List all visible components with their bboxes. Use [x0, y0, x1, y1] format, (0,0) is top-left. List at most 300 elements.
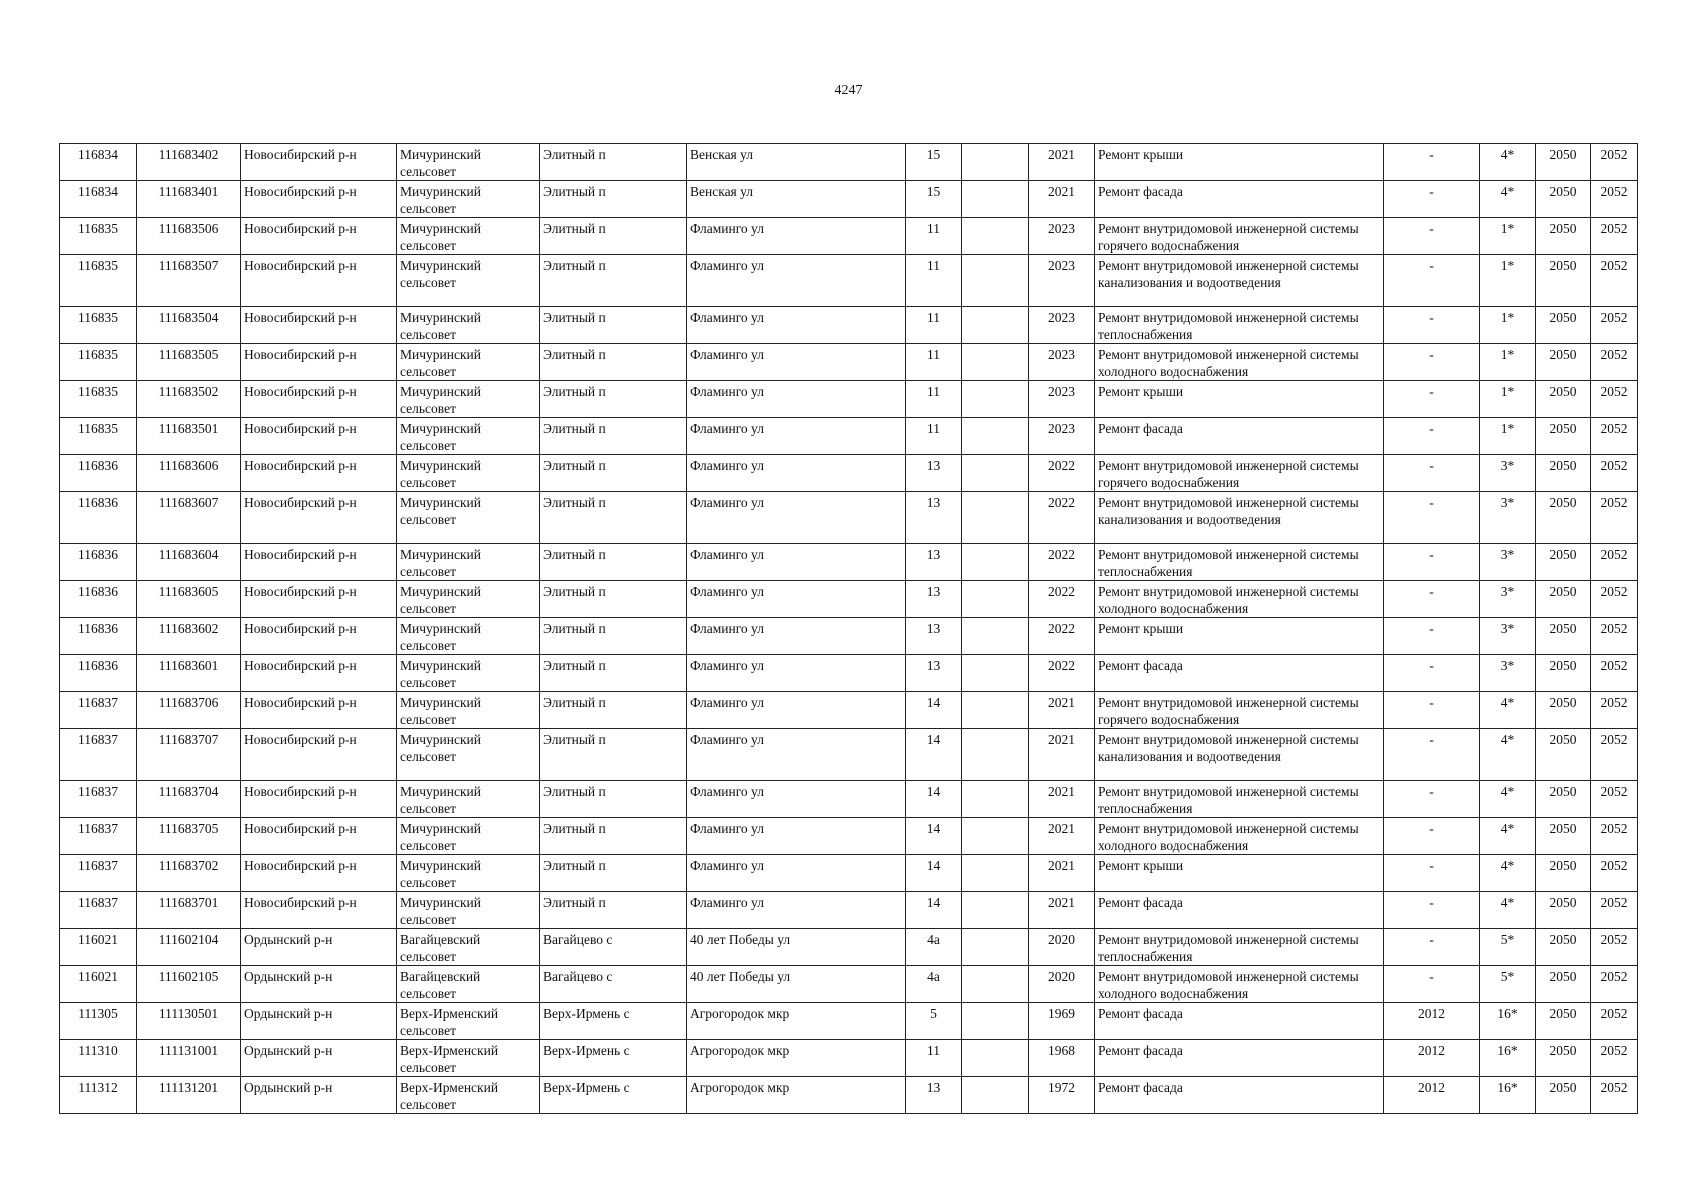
cell-group: 4*: [1480, 144, 1536, 181]
cell-work-code: 111683505: [137, 344, 241, 381]
cell-house: 11: [906, 1040, 962, 1077]
cell-year: 2021: [1029, 855, 1095, 892]
cell-council: Мичуринский сельсовет: [397, 455, 540, 492]
cell-previous-repair: 2012: [1384, 1003, 1480, 1040]
cell-settlement: Верх-Ирмень с: [540, 1077, 687, 1114]
cell-house: 13: [906, 544, 962, 581]
cell-work-code: 111683506: [137, 218, 241, 255]
cell-period-end: 2052: [1591, 1077, 1638, 1114]
cell-group: 1*: [1480, 381, 1536, 418]
cell-house: 14: [906, 781, 962, 818]
cell-street: Агрогородок мкр: [687, 1077, 906, 1114]
cell-street: Фламинго ул: [687, 655, 906, 692]
cell-previous-repair: -: [1384, 181, 1480, 218]
cell-period-end: 2052: [1591, 618, 1638, 655]
cell-work-type: Ремонт внутридомовой инженерной системы холодного водоснабжения: [1095, 818, 1384, 855]
cell-settlement: Элитный п: [540, 544, 687, 581]
cell-object-id: 116021: [60, 966, 137, 1003]
cell-settlement: Элитный п: [540, 855, 687, 892]
cell-settlement: Верх-Ирмень с: [540, 1040, 687, 1077]
cell-work-code: 111683504: [137, 307, 241, 344]
cell-street: Фламинго ул: [687, 381, 906, 418]
cell-object-id: 116836: [60, 581, 137, 618]
cell-previous-repair: -: [1384, 255, 1480, 307]
cell-year: 2021: [1029, 692, 1095, 729]
cell-work-code: 111683702: [137, 855, 241, 892]
cell-period-start: 2050: [1536, 781, 1591, 818]
cell-council: Мичуринский сельсовет: [397, 418, 540, 455]
cell-council: Мичуринский сельсовет: [397, 255, 540, 307]
cell-work-type: Ремонт фасада: [1095, 892, 1384, 929]
cell-work-code: 111683602: [137, 618, 241, 655]
cell-previous-repair: -: [1384, 455, 1480, 492]
cell-period-end: 2052: [1591, 255, 1638, 307]
cell-district: Новосибирский р-н: [241, 255, 397, 307]
cell-district: Ордынский р-н: [241, 1040, 397, 1077]
cell-previous-repair: -: [1384, 307, 1480, 344]
cell-group: 5*: [1480, 929, 1536, 966]
cell-year: 2023: [1029, 418, 1095, 455]
cell-group: 1*: [1480, 418, 1536, 455]
cell-group: 16*: [1480, 1077, 1536, 1114]
cell-building: [962, 581, 1029, 618]
cell-object-id: 111312: [60, 1077, 137, 1114]
cell-house: 14: [906, 692, 962, 729]
cell-group: 3*: [1480, 544, 1536, 581]
cell-work-type: Ремонт внутридомовой инженерной системы теплоснабжения: [1095, 307, 1384, 344]
cell-object-id: 116834: [60, 181, 137, 218]
cell-group: 1*: [1480, 307, 1536, 344]
table-row: [60, 729, 1638, 781]
table-row: [60, 218, 1638, 255]
cell-work-code: 111683607: [137, 492, 241, 544]
cell-previous-repair: -: [1384, 892, 1480, 929]
cell-object-id: 116835: [60, 381, 137, 418]
cell-work-type: Ремонт фасада: [1095, 1003, 1384, 1040]
cell-year: 2021: [1029, 729, 1095, 781]
cell-object-id: 116837: [60, 729, 137, 781]
cell-previous-repair: -: [1384, 855, 1480, 892]
cell-work-code: 111683604: [137, 544, 241, 581]
cell-council: Мичуринский сельсовет: [397, 781, 540, 818]
table-row: [60, 929, 1638, 966]
cell-work-type: Ремонт внутридомовой инженерной системы холодного водоснабжения: [1095, 966, 1384, 1003]
cell-house: 11: [906, 344, 962, 381]
cell-house: 11: [906, 218, 962, 255]
cell-building: [962, 1077, 1029, 1114]
cell-work-code: 111683704: [137, 781, 241, 818]
cell-house: 11: [906, 418, 962, 455]
cell-object-id: 116835: [60, 307, 137, 344]
cell-period-start: 2050: [1536, 855, 1591, 892]
cell-district: Новосибирский р-н: [241, 892, 397, 929]
table-row: [60, 381, 1638, 418]
table-row: [60, 492, 1638, 544]
cell-house: 4а: [906, 966, 962, 1003]
cell-district: Новосибирский р-н: [241, 618, 397, 655]
cell-previous-repair: -: [1384, 929, 1480, 966]
cell-council: Мичуринский сельсовет: [397, 729, 540, 781]
cell-year: 2022: [1029, 581, 1095, 618]
cell-building: [962, 729, 1029, 781]
cell-building: [962, 218, 1029, 255]
cell-street: Фламинго ул: [687, 255, 906, 307]
cell-year: 2021: [1029, 181, 1095, 218]
cell-district: Новосибирский р-н: [241, 729, 397, 781]
cell-settlement: Элитный п: [540, 307, 687, 344]
cell-work-code: 111683705: [137, 818, 241, 855]
cell-council: Мичуринский сельсовет: [397, 307, 540, 344]
cell-previous-repair: -: [1384, 544, 1480, 581]
cell-period-start: 2050: [1536, 892, 1591, 929]
cell-settlement: Вагайцево с: [540, 929, 687, 966]
cell-object-id: 116837: [60, 855, 137, 892]
cell-council: Верх-Ирменский сельсовет: [397, 1077, 540, 1114]
cell-settlement: Элитный п: [540, 892, 687, 929]
cell-period-end: 2052: [1591, 492, 1638, 544]
cell-period-end: 2052: [1591, 692, 1638, 729]
cell-period-end: 2052: [1591, 929, 1638, 966]
cell-work-type: Ремонт фасада: [1095, 181, 1384, 218]
cell-previous-repair: 2012: [1384, 1040, 1480, 1077]
table-row: [60, 818, 1638, 855]
cell-work-type: Ремонт внутридомовой инженерной системы горячего водоснабжения: [1095, 455, 1384, 492]
cell-district: Ордынский р-н: [241, 966, 397, 1003]
cell-period-start: 2050: [1536, 255, 1591, 307]
cell-period-start: 2050: [1536, 492, 1591, 544]
cell-work-code: 111602104: [137, 929, 241, 966]
cell-district: Новосибирский р-н: [241, 655, 397, 692]
cell-period-start: 2050: [1536, 144, 1591, 181]
cell-previous-repair: -: [1384, 729, 1480, 781]
cell-street: Фламинго ул: [687, 818, 906, 855]
cell-settlement: Элитный п: [540, 218, 687, 255]
cell-period-end: 2052: [1591, 781, 1638, 818]
cell-house: 13: [906, 1077, 962, 1114]
cell-group: 3*: [1480, 455, 1536, 492]
cell-work-code: 111683605: [137, 581, 241, 618]
table-row: [60, 344, 1638, 381]
cell-work-type: Ремонт внутридомовой инженерной системы теплоснабжения: [1095, 544, 1384, 581]
cell-object-id: 116836: [60, 618, 137, 655]
cell-district: Новосибирский р-н: [241, 492, 397, 544]
cell-house: 13: [906, 455, 962, 492]
cell-object-id: 116835: [60, 418, 137, 455]
cell-group: 4*: [1480, 692, 1536, 729]
cell-work-type: Ремонт крыши: [1095, 381, 1384, 418]
cell-district: Новосибирский р-н: [241, 544, 397, 581]
cell-year: 2021: [1029, 781, 1095, 818]
table-row: [60, 1077, 1638, 1114]
cell-building: [962, 618, 1029, 655]
cell-year: 2021: [1029, 144, 1095, 181]
cell-district: Ордынский р-н: [241, 1003, 397, 1040]
cell-work-type: Ремонт фасада: [1095, 655, 1384, 692]
cell-year: 1972: [1029, 1077, 1095, 1114]
cell-house: 13: [906, 581, 962, 618]
cell-street: Фламинго ул: [687, 892, 906, 929]
cell-building: [962, 929, 1029, 966]
cell-year: 2023: [1029, 255, 1095, 307]
cell-house: 11: [906, 255, 962, 307]
table-row: [60, 581, 1638, 618]
cell-previous-repair: -: [1384, 344, 1480, 381]
cell-period-end: 2052: [1591, 218, 1638, 255]
cell-building: [962, 418, 1029, 455]
cell-object-id: 116021: [60, 929, 137, 966]
cell-year: 2020: [1029, 966, 1095, 1003]
cell-district: Новосибирский р-н: [241, 218, 397, 255]
cell-building: [962, 655, 1029, 692]
cell-work-type: Ремонт внутридомовой инженерной системы теплоснабжения: [1095, 929, 1384, 966]
cell-work-code: 111131201: [137, 1077, 241, 1114]
cell-building: [962, 307, 1029, 344]
cell-group: 1*: [1480, 218, 1536, 255]
cell-district: Новосибирский р-н: [241, 581, 397, 618]
cell-group: 4*: [1480, 181, 1536, 218]
cell-year: 2023: [1029, 307, 1095, 344]
cell-district: Новосибирский р-н: [241, 781, 397, 818]
cell-street: Фламинго ул: [687, 618, 906, 655]
cell-group: 16*: [1480, 1040, 1536, 1077]
cell-settlement: Элитный п: [540, 455, 687, 492]
cell-year: 2023: [1029, 381, 1095, 418]
cell-district: Новосибирский р-н: [241, 381, 397, 418]
cell-group: 3*: [1480, 655, 1536, 692]
cell-building: [962, 818, 1029, 855]
cell-work-type: Ремонт фасада: [1095, 1040, 1384, 1077]
table-row: [60, 855, 1638, 892]
cell-council: Мичуринский сельсовет: [397, 492, 540, 544]
cell-previous-repair: -: [1384, 692, 1480, 729]
cell-building: [962, 855, 1029, 892]
cell-council: Мичуринский сельсовет: [397, 144, 540, 181]
cell-house: 15: [906, 144, 962, 181]
cell-period-start: 2050: [1536, 307, 1591, 344]
cell-year: 2021: [1029, 892, 1095, 929]
cell-street: Фламинго ул: [687, 581, 906, 618]
cell-work-code: 111683402: [137, 144, 241, 181]
cell-street: Фламинго ул: [687, 855, 906, 892]
cell-period-end: 2052: [1591, 181, 1638, 218]
cell-previous-repair: -: [1384, 581, 1480, 618]
cell-group: 3*: [1480, 618, 1536, 655]
cell-work-code: 111683601: [137, 655, 241, 692]
cell-group: 3*: [1480, 581, 1536, 618]
cell-house: 14: [906, 892, 962, 929]
cell-work-type: Ремонт внутридомовой инженерной системы холодного водоснабжения: [1095, 344, 1384, 381]
cell-council: Вагайцевский сельсовет: [397, 929, 540, 966]
cell-group: 3*: [1480, 492, 1536, 544]
cell-building: [962, 381, 1029, 418]
cell-year: 2023: [1029, 344, 1095, 381]
cell-work-type: Ремонт крыши: [1095, 618, 1384, 655]
cell-period-end: 2052: [1591, 655, 1638, 692]
cell-work-code: 111131001: [137, 1040, 241, 1077]
cell-building: [962, 692, 1029, 729]
cell-period-start: 2050: [1536, 618, 1591, 655]
cell-period-end: 2052: [1591, 855, 1638, 892]
cell-year: 2022: [1029, 455, 1095, 492]
cell-building: [962, 144, 1029, 181]
cell-district: Новосибирский р-н: [241, 855, 397, 892]
cell-group: 16*: [1480, 1003, 1536, 1040]
cell-work-code: 111683501: [137, 418, 241, 455]
cell-object-id: 111310: [60, 1040, 137, 1077]
cell-settlement: Элитный п: [540, 729, 687, 781]
table-row: [60, 455, 1638, 492]
cell-council: Верх-Ирменский сельсовет: [397, 1040, 540, 1077]
cell-object-id: 116836: [60, 455, 137, 492]
cell-building: [962, 492, 1029, 544]
cell-settlement: Элитный п: [540, 381, 687, 418]
cell-period-start: 2050: [1536, 692, 1591, 729]
cell-previous-repair: -: [1384, 966, 1480, 1003]
table-row: [60, 144, 1638, 181]
cell-work-type: Ремонт крыши: [1095, 855, 1384, 892]
cell-period-start: 2050: [1536, 1077, 1591, 1114]
cell-street: Фламинго ул: [687, 307, 906, 344]
cell-group: 5*: [1480, 966, 1536, 1003]
cell-object-id: 116837: [60, 781, 137, 818]
cell-work-type: Ремонт внутридомовой инженерной системы теплоснабжения: [1095, 781, 1384, 818]
cell-group: 4*: [1480, 892, 1536, 929]
cell-group: 4*: [1480, 781, 1536, 818]
cell-district: Новосибирский р-н: [241, 144, 397, 181]
cell-work-type: Ремонт внутридомовой инженерной системы горячего водоснабжения: [1095, 218, 1384, 255]
cell-settlement: Элитный п: [540, 344, 687, 381]
cell-council: Мичуринский сельсовет: [397, 344, 540, 381]
cell-settlement: Верх-Ирмень с: [540, 1003, 687, 1040]
cell-settlement: Вагайцево с: [540, 966, 687, 1003]
cell-council: Вагайцевский сельсовет: [397, 966, 540, 1003]
cell-council: Мичуринский сельсовет: [397, 181, 540, 218]
cell-object-id: 116837: [60, 892, 137, 929]
cell-object-id: 116834: [60, 144, 137, 181]
cell-council: Мичуринский сельсовет: [397, 818, 540, 855]
cell-street: Агрогородок мкр: [687, 1040, 906, 1077]
cell-house: 5: [906, 1003, 962, 1040]
cell-period-start: 2050: [1536, 929, 1591, 966]
cell-settlement: Элитный п: [540, 818, 687, 855]
cell-building: [962, 892, 1029, 929]
cell-work-code: 111683507: [137, 255, 241, 307]
cell-street: Агрогородок мкр: [687, 1003, 906, 1040]
cell-period-start: 2050: [1536, 818, 1591, 855]
cell-street: Венская ул: [687, 181, 906, 218]
cell-work-code: 111683401: [137, 181, 241, 218]
cell-work-type: Ремонт внутридомовой инженерной системы канализования и водоотведения: [1095, 255, 1384, 307]
cell-period-end: 2052: [1591, 418, 1638, 455]
cell-building: [962, 455, 1029, 492]
cell-street: Венская ул: [687, 144, 906, 181]
cell-district: Новосибирский р-н: [241, 818, 397, 855]
cell-work-code: 111130501: [137, 1003, 241, 1040]
cell-period-start: 2050: [1536, 218, 1591, 255]
cell-building: [962, 781, 1029, 818]
cell-period-end: 2052: [1591, 307, 1638, 344]
cell-period-start: 2050: [1536, 181, 1591, 218]
table-row: [60, 892, 1638, 929]
cell-work-type: Ремонт крыши: [1095, 144, 1384, 181]
cell-object-id: 111305: [60, 1003, 137, 1040]
cell-district: Новосибирский р-н: [241, 181, 397, 218]
cell-work-code: 111683707: [137, 729, 241, 781]
cell-year: 2023: [1029, 218, 1095, 255]
cell-period-end: 2052: [1591, 892, 1638, 929]
cell-district: Новосибирский р-н: [241, 455, 397, 492]
table-row: [60, 544, 1638, 581]
cell-work-code: 111683706: [137, 692, 241, 729]
cell-work-type: Ремонт фасада: [1095, 418, 1384, 455]
cell-settlement: Элитный п: [540, 181, 687, 218]
table-row: [60, 966, 1638, 1003]
cell-previous-repair: 2012: [1384, 1077, 1480, 1114]
cell-house: 13: [906, 492, 962, 544]
table-row: [60, 255, 1638, 307]
cell-previous-repair: -: [1384, 381, 1480, 418]
cell-building: [962, 1003, 1029, 1040]
table-row: [60, 618, 1638, 655]
cell-settlement: Элитный п: [540, 418, 687, 455]
cell-previous-repair: -: [1384, 818, 1480, 855]
cell-work-type: Ремонт внутридомовой инженерной системы холодного водоснабжения: [1095, 581, 1384, 618]
cell-object-id: 116835: [60, 255, 137, 307]
cell-period-start: 2050: [1536, 455, 1591, 492]
cell-period-start: 2050: [1536, 966, 1591, 1003]
cell-street: Фламинго ул: [687, 218, 906, 255]
cell-work-code: 111602105: [137, 966, 241, 1003]
cell-object-id: 116836: [60, 492, 137, 544]
cell-period-start: 2050: [1536, 1003, 1591, 1040]
cell-period-start: 2050: [1536, 381, 1591, 418]
cell-work-type: Ремонт внутридомовой инженерной системы канализования и водоотведения: [1095, 492, 1384, 544]
cell-street: Фламинго ул: [687, 344, 906, 381]
cell-period-start: 2050: [1536, 1040, 1591, 1077]
cell-settlement: Элитный п: [540, 581, 687, 618]
cell-work-code: 111683606: [137, 455, 241, 492]
cell-object-id: 116835: [60, 344, 137, 381]
cell-house: 15: [906, 181, 962, 218]
cell-council: Верх-Ирменский сельсовет: [397, 1003, 540, 1040]
cell-district: Ордынский р-н: [241, 1077, 397, 1114]
cell-building: [962, 544, 1029, 581]
cell-period-start: 2050: [1536, 344, 1591, 381]
cell-house: 14: [906, 818, 962, 855]
cell-year: 2020: [1029, 929, 1095, 966]
cell-council: Мичуринский сельсовет: [397, 218, 540, 255]
table-row: [60, 181, 1638, 218]
cell-settlement: Элитный п: [540, 781, 687, 818]
cell-group: 4*: [1480, 729, 1536, 781]
cell-group: 4*: [1480, 855, 1536, 892]
table-row: [60, 1003, 1638, 1040]
cell-period-end: 2052: [1591, 1040, 1638, 1077]
table-row: [60, 781, 1638, 818]
cell-object-id: 116837: [60, 818, 137, 855]
cell-year: 2022: [1029, 492, 1095, 544]
cell-period-start: 2050: [1536, 544, 1591, 581]
cell-street: 40 лет Победы ул: [687, 929, 906, 966]
cell-house: 11: [906, 307, 962, 344]
cell-period-end: 2052: [1591, 818, 1638, 855]
cell-council: Мичуринский сельсовет: [397, 692, 540, 729]
cell-period-start: 2050: [1536, 418, 1591, 455]
table-row: [60, 418, 1638, 455]
cell-settlement: Элитный п: [540, 655, 687, 692]
cell-settlement: Элитный п: [540, 692, 687, 729]
cell-district: Новосибирский р-н: [241, 418, 397, 455]
